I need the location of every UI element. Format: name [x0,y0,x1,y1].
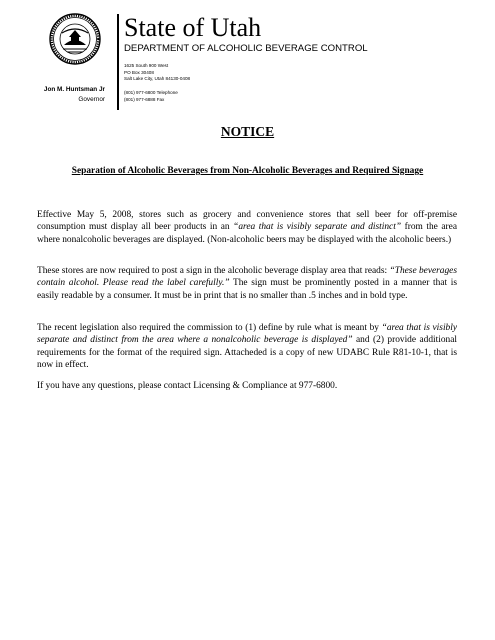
paragraph-text: These stores are now required to post a sign in the alcoholic beverage display area that reads: [37,266,390,276]
phone-number: (801) 977-6800 Telephone [124,90,178,95]
paragraph-contact: If you have any questions, please contact Licensing & Compliance at 977-6800. [37,381,338,391]
address-line: 1625 South 900 West [124,63,169,68]
paragraph-legislation [37,322,457,371]
quoted-sign-text: “These beverages contain alcohol. Please read the label carefully.” [37,266,457,289]
quoted-phrase: “area that is visibly separate and distinct from the area where a nonalcoholic beverage is displayed” [37,323,457,346]
mailing-address [124,63,190,83]
paragraph-text: from the area where nonalcoholic beverages are displayed. (Non-alcoholic beers may be displayed with the alcoholic beers.) [37,222,457,245]
letterhead-title: State of Utah [124,13,262,42]
paragraph-signage [37,265,457,302]
paragraph-text: Effective May 5, 2008, stores such as grocery and convenience stores that sell beer for off-premise consumption must display all beer products in an [37,210,457,233]
paragraph-text: The recent legislation also required the commission to (1) define by rule what is meant by [37,323,382,333]
notice-heading: NOTICE [220,124,275,139]
paragraph-text: The sign must be prominently posted in a manner that is easily readable by a consumer. It must be in print that is no smaller than .5 inches and in bold type. [37,278,457,301]
letterhead-divider [117,14,119,110]
notice-subject: Separation of Alcoholic Beverages from Non-Alcoholic Beverages and Required Signage [71,166,424,176]
fax-number: (801) 977-6888 Fax [124,96,165,102]
governor-title: Governor [78,96,105,103]
utah-state-seal-icon [49,13,101,65]
governor-name: Jon M. Huntsman Jr [43,86,105,93]
quoted-phrase: “area that is visibly separate and distinct” [233,222,402,233]
department-name: DEPARTMENT OF ALCOHOLIC BEVERAGE CONTROL [124,43,368,54]
paragraph-text: and (2) provide additional requirements for the format of the required sign. Attacheded is a copy of new UDABC Rule R81-10-1, that is now in effect. [37,335,457,370]
address-line: PO Box 30408 [124,69,154,75]
contact-numbers [124,90,178,103]
paragraph-effective-date [37,209,457,246]
address-line: Salt Lake City, Utah 84130-0408 [124,76,191,82]
